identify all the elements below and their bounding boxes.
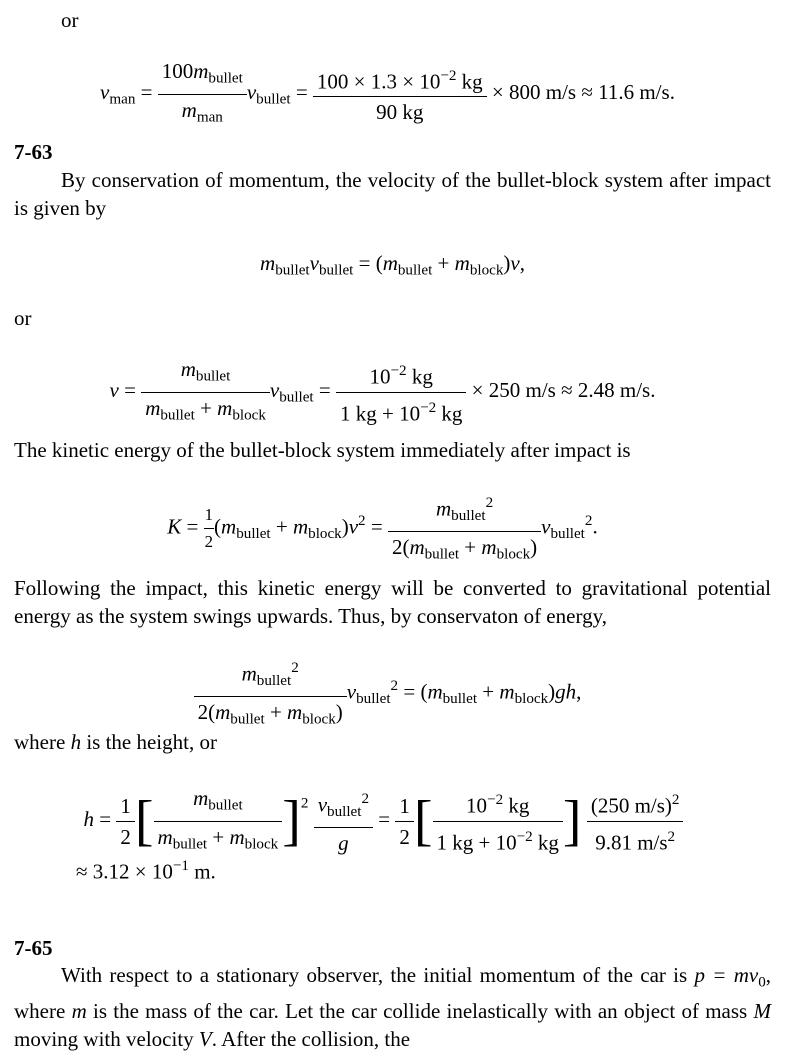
fraction xyxy=(313,63,487,125)
math-token: m xyxy=(481,534,497,559)
math-token: m xyxy=(241,661,257,686)
math-token: kg xyxy=(503,793,530,818)
math-token: v xyxy=(100,79,110,104)
fraction xyxy=(587,787,684,855)
math-token: p = mv xyxy=(694,963,759,987)
denominator xyxy=(388,532,541,568)
math-token: block xyxy=(232,407,266,424)
math-token: 2 xyxy=(391,534,403,559)
math-token: 1 xyxy=(395,793,414,822)
math-token: bullet xyxy=(550,526,585,543)
math-token: bullet xyxy=(208,70,243,87)
math-token: gh xyxy=(555,679,577,704)
math-token: 1 xyxy=(116,793,135,822)
math-token: ) xyxy=(530,534,538,559)
math-token: [ xyxy=(134,790,154,853)
math-token: ) xyxy=(335,699,343,724)
math-token: 2 xyxy=(667,828,676,845)
math-token: −2 xyxy=(390,363,407,380)
math-token: 2 xyxy=(358,513,366,530)
numerator xyxy=(158,58,247,95)
math-token: is the mass of the car. Let the car collide inelastically with an object of mass xyxy=(86,998,754,1023)
math-token: + xyxy=(437,251,450,275)
math-token: m xyxy=(145,395,161,420)
math-token: = xyxy=(124,377,136,402)
math-token: h xyxy=(83,806,95,831)
math-token: m xyxy=(409,534,425,559)
math-token: ] xyxy=(282,790,301,853)
math-token: ) xyxy=(548,679,556,704)
math-token: . xyxy=(592,514,598,539)
math-token: 100 × 1.3 × 10 xyxy=(316,69,441,94)
numerator xyxy=(433,787,563,821)
math-token: [ xyxy=(413,790,433,853)
math-token: bullet xyxy=(356,691,391,708)
section-heading-7-63: 7-63 xyxy=(14,140,53,164)
math-token: 100 xyxy=(161,59,194,83)
math-token: 2 xyxy=(485,495,494,511)
math-token: V xyxy=(198,1026,212,1051)
math-token: = xyxy=(140,79,153,104)
math-token: block xyxy=(244,836,279,853)
math-token: is the height, or xyxy=(81,730,217,754)
math-token: man xyxy=(109,91,136,108)
math-token: bullet xyxy=(451,507,486,524)
math-token: block xyxy=(469,262,504,279)
math-token: 10 xyxy=(466,793,488,818)
math-token: −2 xyxy=(487,792,504,809)
math-token: 1 kg + 10 xyxy=(339,400,421,425)
math-token: ) xyxy=(341,514,349,539)
math-token: + xyxy=(275,514,288,539)
math-token: 9.81 m/s xyxy=(595,829,668,854)
math-token: ] xyxy=(562,790,582,853)
math-token: m xyxy=(292,514,309,539)
math-token: v xyxy=(348,514,359,539)
math-token: v xyxy=(246,79,257,104)
math-token: ( xyxy=(420,679,428,704)
math-token: 2 xyxy=(204,532,214,552)
fraction xyxy=(116,793,135,850)
math-token: v xyxy=(541,514,551,539)
math-token: M xyxy=(753,998,771,1023)
math-token: 2 xyxy=(584,513,593,530)
math-token: bullet xyxy=(397,262,433,279)
math-token: + xyxy=(269,699,282,724)
numerator xyxy=(336,358,466,392)
math-token: bullet xyxy=(327,803,362,820)
denominator xyxy=(141,393,270,429)
numerator xyxy=(194,655,347,697)
equation-v-man xyxy=(0,58,785,130)
fraction xyxy=(194,655,347,732)
math-token: 0 xyxy=(758,974,766,991)
equation-height xyxy=(0,785,785,857)
math-token: + xyxy=(482,679,495,704)
math-token: = xyxy=(99,806,112,831)
math-token: m xyxy=(215,699,231,724)
math-token: 2 xyxy=(197,699,209,724)
math-token: 2 xyxy=(399,824,410,849)
numerator xyxy=(141,356,270,393)
math-token: v xyxy=(269,377,280,402)
fraction xyxy=(158,58,247,130)
math-token: m xyxy=(454,251,470,275)
math-token: g xyxy=(338,830,349,855)
numerator xyxy=(587,787,684,821)
math-token: bullet xyxy=(424,546,460,563)
math-token: m xyxy=(193,786,209,810)
math-token: m xyxy=(499,679,515,704)
math-token: bullet xyxy=(275,262,310,279)
math-token: × 250 m/s ≈ 2.48 m/s. xyxy=(471,377,656,402)
math-token: man xyxy=(196,109,223,126)
math-token: 2 xyxy=(291,660,299,676)
math-token: K xyxy=(167,514,182,539)
math-token: m xyxy=(229,824,245,849)
paragraph: By conservation of momentum, the velocity of the bullet-block system after impact is given by xyxy=(14,168,771,220)
math-token: where xyxy=(14,730,71,754)
math-token: = xyxy=(318,377,331,402)
math-token: bullet xyxy=(279,389,314,406)
text-or: or xyxy=(14,306,32,330)
numerator xyxy=(154,785,283,822)
equation-v xyxy=(0,356,785,428)
math-token: 2 xyxy=(390,678,399,695)
math-token: m xyxy=(157,824,173,849)
math-token: With respect to a stationary observer, the initial momentum of the car is xyxy=(61,963,695,987)
math-token: ( xyxy=(208,699,216,724)
math-token: + xyxy=(464,534,477,559)
fraction xyxy=(336,358,466,426)
math-token: m xyxy=(193,59,209,83)
math-token: m xyxy=(217,395,233,420)
math-token: ) xyxy=(503,251,511,275)
math-token: + xyxy=(200,395,212,420)
math-token: bullet xyxy=(256,91,291,108)
denominator xyxy=(158,95,247,131)
math-token: ( xyxy=(214,514,222,539)
math-token: m xyxy=(71,998,87,1023)
math-token: m xyxy=(382,251,398,275)
numerator xyxy=(313,63,487,97)
fraction xyxy=(314,786,373,856)
math-token: ( xyxy=(375,251,383,275)
math-token: −2 xyxy=(420,399,437,416)
math-token: ≈ 3.12 × 10 xyxy=(76,859,173,884)
math-token: 2 xyxy=(671,792,680,809)
math-token: . After the collision, the xyxy=(211,1026,411,1051)
math-token: bullet xyxy=(172,836,208,853)
math-token: bullet xyxy=(195,368,231,385)
math-token: 2 xyxy=(361,791,369,808)
numerator xyxy=(388,490,541,532)
math-token: , xyxy=(576,679,582,704)
math-token: h xyxy=(70,730,82,754)
math-token: m xyxy=(287,699,303,724)
math-token: m xyxy=(221,514,237,539)
math-token: −1 xyxy=(172,858,189,874)
math-token: v xyxy=(317,792,328,817)
math-token: = xyxy=(370,514,383,539)
math-token: = xyxy=(186,514,199,539)
math-token: kg xyxy=(436,400,463,425)
fraction xyxy=(395,793,414,850)
denominator xyxy=(336,393,466,426)
math-token: block xyxy=(514,691,549,708)
math-token: 90 kg xyxy=(376,100,424,125)
fraction xyxy=(388,490,541,567)
math-token: = xyxy=(295,79,308,104)
section-heading-7-65: 7-65 xyxy=(14,936,53,960)
equation-momentum xyxy=(0,251,785,280)
paragraph: The kinetic energy of the bullet-block system immediately after impact is xyxy=(14,438,631,462)
fraction xyxy=(141,356,270,428)
math-token: block xyxy=(496,546,531,563)
math-token: 1 xyxy=(204,502,214,529)
math-token: m xyxy=(427,679,443,704)
fraction xyxy=(204,502,214,555)
math-token: m xyxy=(181,97,197,122)
math-token: 1 kg + 10 xyxy=(436,829,517,854)
math-token: , where xyxy=(14,963,771,1023)
math-token: moving with velocity xyxy=(14,1026,199,1051)
math-token: v xyxy=(346,679,357,704)
height-result xyxy=(76,852,771,885)
math-token: kg xyxy=(406,364,433,389)
math-token: m xyxy=(435,496,452,521)
numerator xyxy=(314,786,373,828)
math-token: = xyxy=(403,679,416,704)
math-token: = xyxy=(378,806,391,831)
math-token: 2 xyxy=(120,824,131,849)
math-token: v xyxy=(109,377,119,402)
equation-energy-conservation xyxy=(0,655,785,732)
math-token: v xyxy=(510,251,520,275)
math-token: bullet xyxy=(230,711,265,728)
math-token: × 800 m/s ≈ 11.6 m/s. xyxy=(491,79,675,104)
math-token: + xyxy=(212,824,225,849)
math-token: , xyxy=(519,251,525,275)
math-token: 2 xyxy=(300,795,309,812)
fraction xyxy=(154,785,283,857)
math-token: block xyxy=(302,711,336,728)
math-token: bullet xyxy=(236,526,271,543)
math-token: bullet xyxy=(256,672,292,689)
paragraph: Following the impact, this kinetic energy will be converted to gravitational potential energy as the system swings upwards. Thus, by conservaton of energy, xyxy=(14,576,771,628)
math-token: m xyxy=(260,251,276,275)
math-token: m. xyxy=(188,859,216,884)
denominator xyxy=(587,822,684,855)
math-token: block xyxy=(308,526,342,543)
paragraph xyxy=(14,961,771,1053)
text-or: or xyxy=(61,8,79,32)
math-token: ( xyxy=(402,534,410,559)
denominator xyxy=(433,822,563,855)
math-token: m xyxy=(180,357,196,381)
math-token: −2 xyxy=(516,828,533,845)
math-token: kg xyxy=(532,829,559,854)
fraction xyxy=(433,787,563,855)
math-token: v xyxy=(309,251,319,275)
equation-kinetic-energy xyxy=(0,490,785,567)
math-token: (250 m/s) xyxy=(590,793,672,818)
math-token: kg xyxy=(456,69,483,94)
math-token: 10 xyxy=(369,364,391,389)
math-token: bullet xyxy=(318,262,354,279)
math-token: bullet xyxy=(442,691,478,708)
math-token: = xyxy=(358,251,371,275)
paragraph xyxy=(14,728,771,756)
math-token: bullet xyxy=(208,797,243,814)
math-token: −2 xyxy=(440,67,457,84)
math-token: bullet xyxy=(160,407,195,424)
